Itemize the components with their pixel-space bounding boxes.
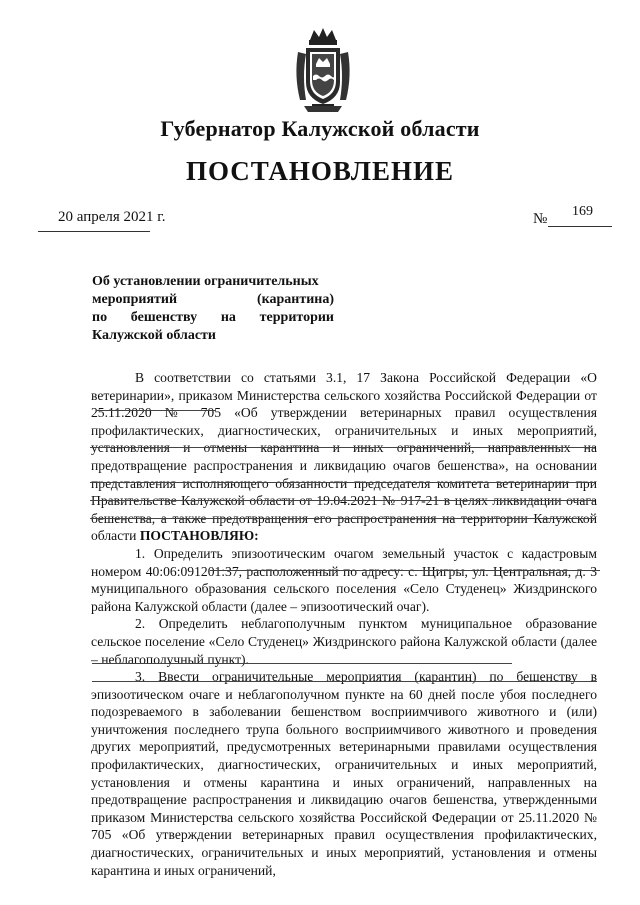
date-underline [38, 231, 150, 232]
subject-line: мероприятий (карантина) [92, 292, 334, 307]
scan-line [92, 681, 597, 682]
scan-line [90, 518, 595, 519]
item-paragraph-3: 3. Ввести ограничительные мероприятия (карантин) по бешенству в эпизоотическом очаге и неблагополучном пункте на 60 дней после убоя последнего подозреваемого в заболевании бешенством восприимчивого животного и (или) уничтожения последнего трупа больного восприимчивого животного и проведения других мероприятий, предусмотренных ветеринарными правилами осуществления профилактических, диагностических, ограничительных и иных мероприятий, установления и отмены карантина и иных ограничений, направленных на предотвращение распространения и ликвидацию очагов бешенства, утвержденными приказом Министерства сельского хозяйства Российской Федерации от 25.11.2020 № 705 «Об утверждении ветеринарных правил осуществления профилактических, диагностических, ограничительных и иных мероприятий, установления и отмены карантина и иных ограничений, [91, 669, 597, 878]
number-underline [548, 226, 612, 227]
preamble-text: В соответствии со статьями 3.1, 17 Закона Российской Федерации «О ветеринарии», приказом Министерства сельского хозяйства Российской Федерации от 25.11.2020 № 705 «Об утверждении ветеринарных правил осуществления профилактических, диагностических, ограничительных и иных мероприятий, установления и отмены карантина и иных ограничений, направленных на предотвращение распространения и ликвидацию очагов бешенства», на основании представления исполняющего обязанности председателя комитета ветеринарии при Правительстве Калужской области от 19.04.2021 № 917-21 в целях ликвидации очага бешенства, а также предотвращения его распространения на территории Калужской области [91, 370, 597, 544]
decree-subject [92, 273, 334, 345]
decree-word: ПОСТАНОВЛЯЮ: [139, 528, 259, 544]
decree-date: 20 апреля 2021 г. [58, 209, 166, 225]
decree-number: 169 [572, 204, 593, 219]
subject-line: по бешенству на территории [92, 310, 334, 325]
coat-of-arms-icon [292, 26, 354, 112]
scan-line [90, 447, 595, 448]
subject-line: Об установлении ограничительных [92, 274, 319, 289]
subject-line: Калужской области [92, 328, 216, 343]
number-sign: № [533, 211, 548, 227]
scan-line [90, 482, 595, 483]
document-type-title: ПОСТАНОВЛЕНИЕ [185, 156, 455, 186]
item-paragraph-2: 2. Определить неблагополучным пунктом муниципальное образование сельское поселение «Село Студенец» Жиздринского района Калужской области (далее – неблагополучный пункт). [91, 616, 597, 667]
scan-line [92, 663, 512, 664]
decree-body [91, 369, 597, 879]
scan-line [96, 410, 216, 411]
scan-line [210, 570, 600, 571]
scan-line [90, 500, 595, 501]
issuing-authority: Губернатор Калужской области [160, 116, 480, 141]
item-paragraph-1: 1. Определить эпизоотическим очагом земельный участок с кадастровым номером 40:06:091201:37, расположенный по адресу: с. Щигры, ул. Центральная, д. 3 муниципального образования сельского поселения «Село Студенец» Жиздринского района Калужской области (далее – эпизоотический очаг). [91, 545, 597, 614]
